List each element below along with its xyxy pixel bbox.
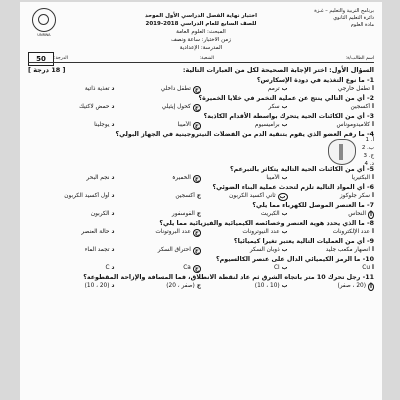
answer-option[interactable]: [288, 103, 375, 112]
option-text: احتراق السكر: [157, 247, 191, 253]
option-text: كلاميدوموناس: [336, 122, 370, 128]
option-letter: ب: [281, 247, 288, 253]
urinary-system-diagram-icon: [328, 139, 356, 165]
option-text: ترمم: [267, 86, 280, 92]
answer-option[interactable]: [28, 264, 115, 273]
answer-option[interactable]: [288, 264, 375, 273]
option-text: حمض لاكتيك: [79, 104, 110, 110]
option-text: عدد الإلكترونات: [332, 229, 370, 235]
options-row: [28, 121, 374, 130]
options-row: [28, 85, 374, 94]
questions-body: [28, 66, 374, 291]
question-text: 3- أي من الكائنات الحية يتحرك بواسطة الأقدام الكاذبة؟: [203, 113, 374, 120]
total-score-box: 50: [28, 52, 54, 66]
header-line: دائرة التعليم الثانوي: [333, 15, 374, 21]
answer-option[interactable]: [115, 121, 202, 130]
logo-text: UNRWA: [37, 33, 51, 37]
option-text: الفوسفور: [171, 211, 195, 217]
answer-option[interactable]: [288, 121, 375, 130]
option-text: سكر: [268, 104, 280, 110]
header-line: المدرسة: الإعدادية: [179, 45, 223, 51]
option-letter: أ: [372, 247, 374, 253]
section-title: السؤال الأول: اختر الإجابة الصحيحة لكل من العبارات التالية:: [182, 66, 374, 74]
header-line: برنامج التربية والتعليم – غـزة: [314, 8, 374, 14]
option-text: أكسجين: [175, 193, 195, 199]
option-text: براميسيوم: [254, 122, 280, 128]
option-text: الخميرة: [172, 175, 191, 181]
section-marks: [ 18 درجة ]: [28, 66, 66, 74]
answer-option[interactable]: [115, 85, 202, 94]
answer-option[interactable]: [201, 264, 288, 273]
answer-option[interactable]: [28, 246, 115, 255]
header-line: للصف السابع للعام الدراسي 2018-2019: [145, 21, 257, 27]
option-letter: ب: [281, 211, 288, 217]
option-letter: ب: [281, 86, 288, 92]
option-letter: د: [111, 175, 115, 181]
option-letter: أ: [372, 229, 374, 235]
header-line: مادة العلوم: [350, 22, 374, 28]
answer-option[interactable]: [201, 121, 288, 130]
option-letter: د: [111, 265, 115, 271]
option-letter: أ: [372, 122, 374, 128]
option-text: (20 ، 10): [84, 283, 110, 289]
option-text: Cl: [274, 265, 280, 271]
unrwa-logo: [30, 8, 58, 37]
header-exam-title: [130, 12, 272, 52]
option-text: سكر جلوكوز: [339, 193, 370, 199]
option-text: Cu: [362, 265, 370, 271]
header-line: زمن الاختبار: ساعة ونصف: [171, 37, 231, 43]
option-text: الكبريت: [260, 211, 280, 217]
option-text: عدد البروتونات: [155, 229, 191, 235]
option-letter: د: [111, 229, 115, 235]
option-letter: د: [111, 122, 115, 128]
figure-options: [362, 136, 374, 168]
option-text: النحاس: [348, 211, 366, 217]
grade-label: الدرجة:: [54, 56, 68, 61]
answer-option[interactable]: [28, 228, 115, 237]
question-text: 7- ما العنصر الموصل للكهرباء مما يلي؟: [252, 202, 374, 209]
option-text: الأميبا: [177, 122, 191, 128]
answer-option[interactable]: [201, 246, 288, 255]
option-text: تطفل خارجي: [337, 86, 370, 92]
option-text: تغذية ذاتية: [84, 86, 110, 92]
option-letter: ج: [194, 230, 199, 236]
answer-option[interactable]: [201, 103, 288, 112]
exam-sheet: [20, 2, 382, 400]
option-text: Ca: [183, 265, 191, 271]
option-letter: ج: [194, 105, 199, 111]
answer-option[interactable]: د. 4: [364, 161, 374, 167]
option-letter: ج: [194, 176, 199, 182]
options-row: [28, 174, 374, 183]
answer-option[interactable]: [288, 246, 375, 255]
option-letter: ج: [194, 248, 199, 254]
exam-header: [20, 6, 382, 62]
option-text: C: [105, 265, 110, 271]
answer-option[interactable]: ب. 2: [361, 145, 374, 151]
option-letter: د: [111, 283, 115, 289]
options-row: [28, 264, 374, 273]
answer-option[interactable]: [28, 282, 115, 291]
answer-option[interactable]: [115, 282, 202, 291]
section-heading: [28, 66, 374, 76]
option-letter: ب: [281, 122, 288, 128]
option-letter: أ: [370, 212, 372, 218]
answer-option[interactable]: [201, 192, 288, 201]
options-row: [28, 282, 374, 291]
answer-option[interactable]: [115, 228, 202, 237]
header-line: اختبار نهاية الفصل الدراسي الأول الموحد: [144, 13, 258, 19]
answer-option[interactable]: [288, 192, 375, 201]
answer-option[interactable]: [115, 103, 202, 112]
option-letter: د: [111, 211, 115, 217]
option-text: حالة العنصر: [81, 229, 110, 235]
option-letter: أ: [370, 284, 372, 290]
question-text: 8- ما الذي يحدد هوية العنصر وخصائصه الكيميائية والفيزيائية مما يلي؟: [159, 220, 374, 227]
option-letter: ج: [194, 87, 199, 93]
section-label: الشعبة:: [199, 56, 214, 61]
option-text: (20 ، صفر): [337, 283, 366, 289]
answer-option[interactable]: [201, 210, 288, 219]
answer-option[interactable]: [28, 85, 115, 94]
header-line: المبحث: العلوم العامة: [176, 29, 226, 35]
option-letter: د: [111, 104, 115, 110]
answer-option[interactable]: [288, 282, 375, 291]
answer-option[interactable]: [28, 192, 115, 201]
option-letter: د: [111, 193, 115, 199]
options-row: [28, 246, 374, 255]
options-row: [28, 210, 374, 219]
option-letter: ب: [281, 104, 288, 110]
options-row: [28, 228, 374, 237]
option-letter: ب: [281, 283, 288, 289]
option-text: تجمد الماء: [84, 247, 110, 253]
question-text: 6- أي المواد التالية تلزم لتحدث عملية البناء الضوئي؟: [212, 184, 374, 191]
option-text: عدد النيوترونات: [242, 229, 280, 235]
option-text: الكربون: [90, 211, 110, 217]
option-letter: ج: [196, 193, 201, 199]
option-text: الأميبا: [266, 175, 280, 181]
student-name-label: اسم الطالب/ة:: [345, 56, 374, 61]
answer-option[interactable]: [201, 228, 288, 237]
answer-option[interactable]: ج. 3: [363, 153, 374, 159]
option-letter: ب: [279, 194, 286, 200]
answer-option[interactable]: [115, 192, 202, 201]
option-letter: أ: [372, 265, 374, 271]
option-text: أكسجين: [350, 104, 370, 110]
option-text: انصهار مكعب جليد: [325, 247, 370, 253]
option-letter: ج: [196, 211, 201, 217]
logo-emblem-icon: [32, 8, 56, 32]
question-text: 4- ما رقم العضو الذي يقوم بتنقية الدم من الفضلات النيتروجينية في الجهاز البولي؟: [115, 131, 374, 138]
answer-option[interactable]: أ. 1: [365, 137, 374, 143]
answer-option[interactable]: [115, 210, 202, 219]
option-letter: ج: [194, 123, 199, 129]
question-text: 9- أي من العمليات التالية يعتبر تغيرا كيميائيا؟: [233, 238, 374, 245]
option-letter: أ: [372, 193, 374, 199]
answer-option[interactable]: [28, 103, 115, 112]
answer-option[interactable]: [201, 85, 288, 94]
option-letter: ب: [281, 175, 288, 181]
options-row: [28, 192, 374, 201]
answer-option[interactable]: [288, 85, 375, 94]
options-row: [28, 103, 374, 112]
question-text: 2- أي من التالي ينتج عن عملية التخمر في خلايا الخميرة؟: [198, 95, 374, 102]
answer-option[interactable]: [201, 174, 288, 183]
option-text: البكتيريا: [351, 175, 370, 181]
option-text: كحول إيثيلي: [161, 104, 191, 110]
option-letter: أ: [372, 175, 374, 181]
option-letter: ج: [196, 283, 201, 289]
answer-option[interactable]: [115, 174, 202, 183]
question-text: 5- أي من الكائنات الحية التالية يتكاثر بالتبرعم؟: [230, 166, 374, 173]
option-text: نجم البحر: [86, 175, 110, 181]
answer-option[interactable]: [28, 121, 115, 130]
option-text: يوجلينا: [94, 122, 110, 128]
option-letter: د: [111, 247, 115, 253]
answer-option[interactable]: [288, 210, 375, 219]
answer-option[interactable]: [288, 174, 375, 183]
question-text: 11- رجل تحرك 10 متر باتجاه الشرق ثم عاد لنقطة الانطلاق، فما المسافة والإزاحة المقطوعة؟: [83, 274, 374, 281]
option-text: تطفل داخلي: [160, 86, 191, 92]
header-ministry: [288, 8, 374, 29]
answer-option[interactable]: [201, 282, 288, 291]
option-letter: أ: [372, 104, 374, 110]
answer-option[interactable]: [28, 174, 115, 183]
option-letter: ب: [281, 229, 288, 235]
option-text: (10 ، 10): [254, 283, 280, 289]
question-text: 10- ما الرمز الكيميائي الدال على عنصر الكالسيوم؟: [215, 256, 374, 263]
answer-option[interactable]: [115, 246, 202, 255]
question-text: 1- ما نوع التغذية في دودة الإسكارس؟: [256, 77, 374, 84]
option-text: (صفر ، 20): [166, 283, 195, 289]
urinary-system-figure: [28, 139, 374, 165]
option-letter: أ: [372, 86, 374, 92]
option-text: ثاني أكسيد الكربون: [229, 193, 276, 199]
answer-option[interactable]: [115, 264, 202, 273]
option-letter: ج: [194, 266, 199, 272]
option-letter: د: [111, 86, 115, 92]
option-text: أول أكسيد الكربون: [64, 193, 110, 199]
option-letter: ب: [281, 265, 288, 271]
header-divider: [28, 62, 374, 63]
answer-option[interactable]: [28, 210, 115, 219]
option-text: ذوبان السكر: [249, 247, 280, 253]
student-info-row: [54, 56, 374, 61]
answer-option[interactable]: [288, 228, 375, 237]
